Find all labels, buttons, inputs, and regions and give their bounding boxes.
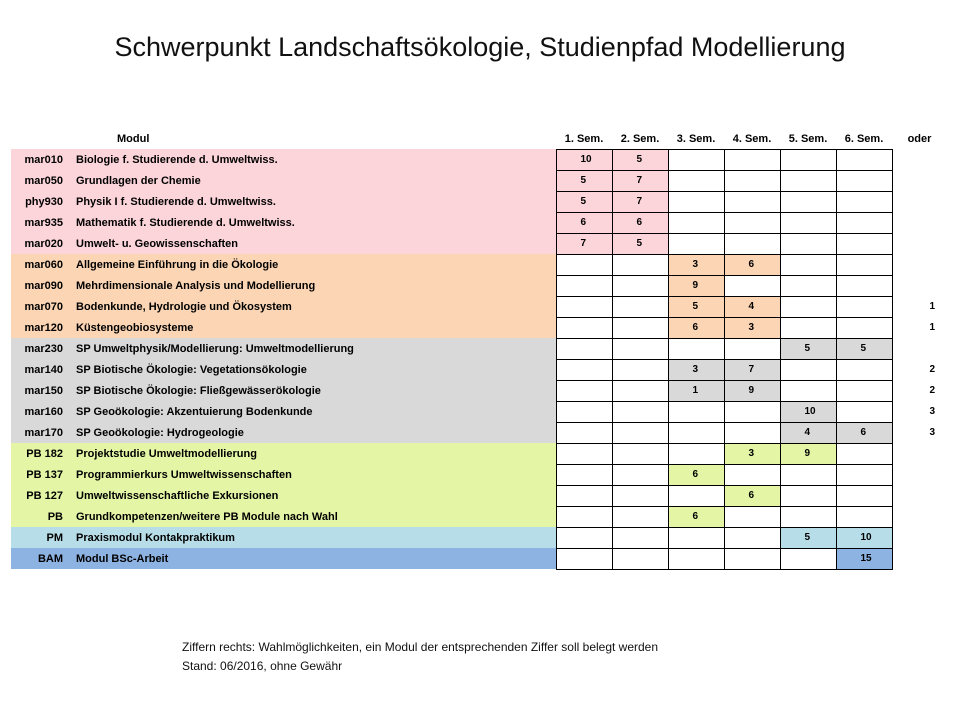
semester-cell-3 <box>668 506 724 527</box>
table-row <box>11 275 947 296</box>
table-row <box>11 485 947 506</box>
header-gap <box>536 129 556 149</box>
row-spacer <box>536 422 556 443</box>
row-spacer <box>536 338 556 359</box>
semester-cell-4 <box>724 359 780 380</box>
semester-cell-4 <box>724 149 780 170</box>
semester-cell-5 <box>780 317 836 338</box>
semester-cell-1 <box>556 191 612 212</box>
module-name: Modul BSc-Arbeit <box>69 548 536 569</box>
semester-cell-3 <box>668 233 724 254</box>
module-code: mar230 <box>11 338 69 359</box>
semester-cell-3 <box>668 296 724 317</box>
module-name: Allgemeine Einführung in die Ökologie <box>69 254 536 275</box>
choice-group <box>892 548 947 569</box>
credit-points: 6 <box>860 427 867 438</box>
semester-cell-5 <box>780 296 836 317</box>
credit-points: 5 <box>580 196 587 207</box>
semester-cell-6 <box>836 191 892 212</box>
table-body <box>11 149 947 569</box>
choice-group <box>892 275 947 296</box>
module-name: SP Biotische Ökologie: Fließgewässerökologie <box>69 380 536 401</box>
choice-group <box>892 149 947 170</box>
module-name: Programmierkurs Umweltwissenschaften <box>69 464 536 485</box>
semester-cell-2 <box>612 548 668 569</box>
table-row <box>11 548 947 569</box>
semester-cell-6 <box>836 464 892 485</box>
row-spacer <box>536 359 556 380</box>
choice-group <box>892 443 947 464</box>
module-code: phy930 <box>11 191 69 212</box>
semester-cell-3 <box>668 149 724 170</box>
semester-cell-6 <box>836 401 892 422</box>
table-row <box>11 254 947 275</box>
row-spacer <box>536 548 556 569</box>
credit-points: 7 <box>636 175 643 186</box>
semester-cell-2 <box>612 317 668 338</box>
semester-cell-4 <box>724 233 780 254</box>
semester-cell-1 <box>556 149 612 170</box>
semester-cell-6 <box>836 338 892 359</box>
credit-points: 3 <box>748 448 755 459</box>
semester-cell-2 <box>612 506 668 527</box>
semester-cell-6 <box>836 422 892 443</box>
module-code: mar150 <box>11 380 69 401</box>
semester-cell-5 <box>780 191 836 212</box>
semester-cell-3 <box>668 485 724 506</box>
header-oder: oder <box>892 129 947 149</box>
semester-cell-4 <box>724 191 780 212</box>
semester-cell-6 <box>836 506 892 527</box>
credit-points: 1 <box>692 385 699 396</box>
semester-cell-6 <box>836 527 892 548</box>
semester-cell-3 <box>668 170 724 191</box>
semester-cell-3 <box>668 527 724 548</box>
module-code: mar090 <box>11 275 69 296</box>
semester-cell-2 <box>612 464 668 485</box>
semester-cell-6 <box>836 443 892 464</box>
semester-cell-1 <box>556 422 612 443</box>
module-code: mar120 <box>11 317 69 338</box>
credit-points: 7 <box>636 196 643 207</box>
row-spacer <box>536 317 556 338</box>
semester-cell-6 <box>836 233 892 254</box>
semester-cell-6 <box>836 485 892 506</box>
semester-cell-4 <box>724 380 780 401</box>
semester-cell-2 <box>612 359 668 380</box>
credit-points: 9 <box>692 280 699 291</box>
choice-group: 2 <box>929 385 935 396</box>
semester-cell-6 <box>836 275 892 296</box>
semester-cell-1 <box>556 254 612 275</box>
module-name: SP Geoökologie: Hydrogeologie <box>69 422 536 443</box>
semester-cell-5 <box>780 254 836 275</box>
choice-group: 1 <box>929 301 935 312</box>
semester-cell-5 <box>780 212 836 233</box>
choice-group: 3 <box>929 427 935 438</box>
semester-cell-2 <box>612 191 668 212</box>
choice-group: 1 <box>929 322 935 333</box>
semester-cell-3 <box>668 548 724 569</box>
credit-points: 6 <box>692 469 699 480</box>
semester-cell-2 <box>612 275 668 296</box>
row-spacer <box>536 485 556 506</box>
module-code: PB 182 <box>11 443 69 464</box>
semester-cell-1 <box>556 338 612 359</box>
credit-points: 9 <box>748 385 755 396</box>
module-code: mar935 <box>11 212 69 233</box>
semester-cell-4 <box>724 254 780 275</box>
study-plan-table <box>11 129 947 570</box>
semester-cell-4 <box>724 527 780 548</box>
semester-cell-1 <box>556 443 612 464</box>
header-modul: Modul <box>69 129 536 149</box>
semester-cell-4 <box>724 485 780 506</box>
choice-group: 2 <box>929 364 935 375</box>
semester-cell-3 <box>668 359 724 380</box>
semester-cell-4 <box>724 506 780 527</box>
module-code: mar160 <box>11 401 69 422</box>
semester-cell-2 <box>612 380 668 401</box>
credit-points: 3 <box>748 322 755 333</box>
table-row <box>11 296 947 317</box>
semester-cell-1 <box>556 296 612 317</box>
table-row <box>11 422 947 443</box>
credit-points: 6 <box>748 490 755 501</box>
page-title: Schwerpunkt Landschaftsökologie, Studienpfad Modellierung <box>114 32 846 62</box>
credit-points: 6 <box>580 217 587 228</box>
credit-points: 3 <box>692 259 699 270</box>
credit-points: 3 <box>692 364 699 375</box>
footnote-choice: Ziffern rechts: Wahlmöglichkeiten, ein Modul der entsprechenden Ziffer soll belegt werden <box>182 640 659 654</box>
table-row <box>11 191 947 212</box>
table-row <box>11 506 947 527</box>
semester-cell-2 <box>612 401 668 422</box>
row-spacer <box>536 191 556 212</box>
semester-cell-4 <box>724 401 780 422</box>
credit-points: 10 <box>580 154 592 165</box>
credit-points: 4 <box>804 427 811 438</box>
credit-points: 10 <box>860 532 872 543</box>
semester-cell-1 <box>556 464 612 485</box>
semester-cell-1 <box>556 506 612 527</box>
module-code: mar050 <box>11 170 69 191</box>
semester-cell-6 <box>836 212 892 233</box>
credit-points: 5 <box>804 343 811 354</box>
semester-cell-1 <box>556 275 612 296</box>
semester-cell-4 <box>724 296 780 317</box>
semester-cell-2 <box>612 170 668 191</box>
choice-group <box>892 527 947 548</box>
semester-cell-2 <box>612 254 668 275</box>
semester-cell-6 <box>836 149 892 170</box>
module-code: PM <box>11 527 69 548</box>
credit-points: 6 <box>748 259 755 270</box>
module-name: Mehrdimensionale Analysis und Modellierung <box>69 275 536 296</box>
semester-cell-3 <box>668 191 724 212</box>
semester-cell-3 <box>668 212 724 233</box>
module-name: Grundkompetenzen/weitere PB Module nach Wahl <box>69 506 536 527</box>
credit-points: 9 <box>804 448 811 459</box>
semester-cell-2 <box>612 212 668 233</box>
module-name: Küstengeobiosysteme <box>69 317 536 338</box>
credit-points: 6 <box>636 217 643 228</box>
semester-cell-2 <box>612 149 668 170</box>
table-row <box>11 212 947 233</box>
row-spacer <box>536 233 556 254</box>
semester-cell-1 <box>556 359 612 380</box>
semester-cell-4 <box>724 443 780 464</box>
semester-cell-5 <box>780 233 836 254</box>
choice-group <box>892 212 947 233</box>
header-sem-1: 1. Sem. <box>556 129 612 149</box>
module-code: BAM <box>11 548 69 569</box>
semester-cell-6 <box>836 548 892 569</box>
header-sem-2: 2. Sem. <box>612 129 668 149</box>
semester-cell-5 <box>780 401 836 422</box>
header-sem-4: 4. Sem. <box>724 129 780 149</box>
semester-cell-2 <box>612 422 668 443</box>
row-spacer <box>536 275 556 296</box>
semester-cell-3 <box>668 317 724 338</box>
module-name: SP Umweltphysik/Modellierung: Umweltmodellierung <box>69 338 536 359</box>
semester-cell-1 <box>556 170 612 191</box>
semester-cell-5 <box>780 506 836 527</box>
choice-group <box>892 233 947 254</box>
table-row <box>11 443 947 464</box>
module-name: Biologie f. Studierende d. Umweltwiss. <box>69 149 536 170</box>
module-name: Grundlagen der Chemie <box>69 170 536 191</box>
choice-group <box>892 254 947 275</box>
header-sem-6: 6. Sem. <box>836 129 892 149</box>
semester-cell-2 <box>612 485 668 506</box>
credit-points: 7 <box>580 238 587 249</box>
semester-cell-1 <box>556 317 612 338</box>
semester-cell-1 <box>556 380 612 401</box>
semester-cell-5 <box>780 548 836 569</box>
semester-cell-5 <box>780 485 836 506</box>
semester-cell-5 <box>780 359 836 380</box>
row-spacer <box>536 296 556 317</box>
credit-points: 7 <box>748 364 755 375</box>
semester-cell-1 <box>556 527 612 548</box>
module-name: Mathematik f. Studierende d. Umweltwiss. <box>69 212 536 233</box>
semester-cell-5 <box>780 443 836 464</box>
choice-group <box>892 170 947 191</box>
semester-cell-1 <box>556 485 612 506</box>
semester-cell-4 <box>724 275 780 296</box>
semester-cell-6 <box>836 317 892 338</box>
semester-cell-5 <box>780 338 836 359</box>
semester-cell-1 <box>556 401 612 422</box>
semester-cell-4 <box>724 317 780 338</box>
module-code: mar070 <box>11 296 69 317</box>
table-row <box>11 149 947 170</box>
credit-points: 15 <box>860 553 872 564</box>
semester-cell-5 <box>780 170 836 191</box>
semester-cell-2 <box>612 443 668 464</box>
semester-cell-4 <box>724 212 780 233</box>
semester-cell-6 <box>836 380 892 401</box>
semester-cell-5 <box>780 527 836 548</box>
row-spacer <box>536 254 556 275</box>
semester-cell-2 <box>612 233 668 254</box>
choice-group <box>892 338 947 359</box>
semester-cell-3 <box>668 275 724 296</box>
semester-cell-3 <box>668 443 724 464</box>
choice-group <box>892 506 947 527</box>
semester-cell-5 <box>780 422 836 443</box>
semester-cell-5 <box>780 464 836 485</box>
semester-cell-6 <box>836 359 892 380</box>
semester-cell-6 <box>836 296 892 317</box>
credit-points: 5 <box>860 343 867 354</box>
semester-cell-1 <box>556 233 612 254</box>
module-name: Umweltwissenschaftliche Exkursionen <box>69 485 536 506</box>
header-sem-3: 3. Sem. <box>668 129 724 149</box>
semester-cell-6 <box>836 170 892 191</box>
module-code: mar060 <box>11 254 69 275</box>
header-sem-5: 5. Sem. <box>780 129 836 149</box>
credit-points: 6 <box>692 511 699 522</box>
credit-points: 5 <box>636 238 643 249</box>
credit-points: 5 <box>580 175 587 186</box>
credit-points: 6 <box>692 322 699 333</box>
module-code: mar170 <box>11 422 69 443</box>
semester-cell-4 <box>724 548 780 569</box>
semester-cell-4 <box>724 170 780 191</box>
module-code: PB 137 <box>11 464 69 485</box>
row-spacer <box>536 401 556 422</box>
module-name: Projektstudie Umweltmodellierung <box>69 443 536 464</box>
semester-cell-4 <box>724 422 780 443</box>
module-name: SP Biotische Ökologie: Vegetationsökologie <box>69 359 536 380</box>
module-name: Praxismodul Kontakpraktikum <box>69 527 536 548</box>
row-spacer <box>536 170 556 191</box>
module-code: mar010 <box>11 149 69 170</box>
semester-cell-4 <box>724 464 780 485</box>
semester-cell-3 <box>668 254 724 275</box>
footnote-status: Stand: 06/2016, ohne Gewähr <box>182 659 343 673</box>
semester-cell-4 <box>724 338 780 359</box>
choice-group: 3 <box>929 406 935 417</box>
choice-group <box>892 485 947 506</box>
semester-cell-3 <box>668 338 724 359</box>
module-code: mar020 <box>11 233 69 254</box>
credit-points: 5 <box>804 532 811 543</box>
credit-points: 5 <box>636 154 643 165</box>
module-code: PB <box>11 506 69 527</box>
row-spacer <box>536 506 556 527</box>
credit-points: 5 <box>692 301 699 312</box>
table-row <box>11 464 947 485</box>
module-name: Umwelt- u. Geowissenschaften <box>69 233 536 254</box>
credit-points: 4 <box>748 301 755 312</box>
row-spacer <box>536 443 556 464</box>
module-code: mar140 <box>11 359 69 380</box>
semester-cell-3 <box>668 464 724 485</box>
table-row <box>11 170 947 191</box>
semester-cell-1 <box>556 212 612 233</box>
table-row <box>11 338 947 359</box>
table-header-row <box>11 129 947 149</box>
semester-cell-2 <box>612 296 668 317</box>
table-row <box>11 233 947 254</box>
choice-group <box>892 464 947 485</box>
row-spacer <box>536 380 556 401</box>
module-name: SP Geoökologie: Akzentuierung Bodenkunde <box>69 401 536 422</box>
row-spacer <box>536 149 556 170</box>
semester-cell-3 <box>668 380 724 401</box>
semester-cell-6 <box>836 254 892 275</box>
table-row <box>11 380 947 401</box>
table-row <box>11 359 947 380</box>
semester-cell-5 <box>780 275 836 296</box>
semester-cell-3 <box>668 401 724 422</box>
semester-cell-2 <box>612 527 668 548</box>
module-name: Bodenkunde, Hydrologie und Ökosystem <box>69 296 536 317</box>
row-spacer <box>536 464 556 485</box>
semester-cell-1 <box>556 548 612 569</box>
module-code: PB 127 <box>11 485 69 506</box>
table-row <box>11 527 947 548</box>
choice-group <box>892 191 947 212</box>
semester-cell-2 <box>612 338 668 359</box>
header-code <box>11 129 69 149</box>
module-name: Physik I f. Studierende d. Umweltwiss. <box>69 191 536 212</box>
row-spacer <box>536 212 556 233</box>
table-row <box>11 401 947 422</box>
table-row <box>11 317 947 338</box>
semester-cell-3 <box>668 422 724 443</box>
semester-cell-5 <box>780 380 836 401</box>
semester-cell-5 <box>780 149 836 170</box>
row-spacer <box>536 527 556 548</box>
footnotes <box>182 638 658 676</box>
credit-points: 10 <box>804 406 816 417</box>
